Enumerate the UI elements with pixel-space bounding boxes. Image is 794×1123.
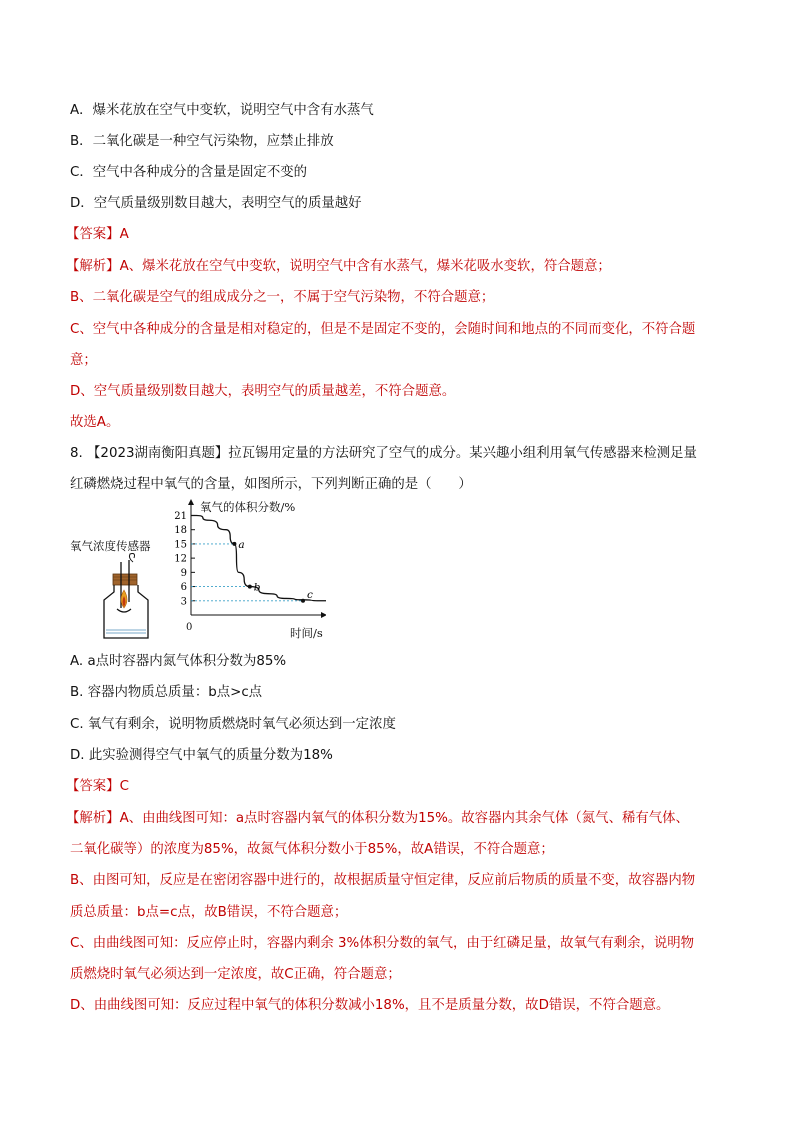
q8-option-d: D. 此实验测得空气中氧气的质量分数为18%	[70, 748, 333, 763]
q8-option-c: C. 氧气有剩余，说明物质燃烧时氧气必须达到一定浓度	[70, 717, 396, 732]
q8-analysis-line-2: 二氧化碳等）的浓度为85%，故氮气体积分数小于85%，故A错误，不符合题意；	[70, 842, 554, 857]
sensor-wire	[129, 554, 134, 563]
y-axis-arrow	[188, 499, 194, 505]
q7-analysis-line-1	[66, 258, 611, 276]
point-label-c: c	[307, 588, 313, 601]
q8-option-b: B. 容器内物质总质量：b点>c点	[70, 685, 263, 700]
q7-conclusion: 故选A。	[70, 415, 120, 430]
point-a	[232, 542, 236, 546]
y-tick-label: 12	[174, 553, 187, 565]
q7-analysis-line-2: B、二氧化碳是空气的组成成分之一，不属于空气污染物，不符合题意；	[70, 290, 495, 305]
y-tick-label: 15	[174, 539, 187, 551]
q7-option-a: A．爆米花放在空气中变软，说明空气中含有水蒸气	[70, 103, 374, 118]
q7-answer	[66, 226, 129, 244]
y-tick-label: 21	[174, 510, 187, 522]
y-tick-label: 9	[180, 567, 187, 579]
x-axis-arrow	[321, 612, 326, 618]
q7-analysis-text: A、爆米花放在空气中变软，说明空气中含有水蒸气，爆米花吸水变软，符合题意；	[119, 259, 611, 274]
q8-answer-value: C	[119, 779, 129, 794]
q7-analysis-line-3: C、空气中各种成分的含量是相对稳定的，但是不是固定不变的，会随时间和地点的不同而变化，不符合题	[70, 322, 696, 337]
point-label-b: b	[253, 581, 261, 594]
guide-lines	[191, 544, 303, 601]
q8-analysis-line-1	[66, 810, 689, 828]
q8-analysis-line-5: C、由曲线图可知：反应停止时，容器内剩余 3%体积分数的氧气，由于红磷足量，故氧气有剩余，说明物	[70, 936, 695, 951]
y-ticks	[174, 511, 195, 607]
q8-analysis-tag: 【解析】	[66, 811, 120, 826]
chart-origin-label: 0	[186, 622, 193, 633]
spoon	[117, 609, 131, 612]
q8-option-a: A. a点时容器内氮气体积分数为85%	[70, 654, 287, 669]
q7-analysis-line-5: D、空气质量级别数目越大，表明空气的质量越差，不符合题意。	[70, 384, 456, 399]
q7-option-c: C．空气中各种成分的含量是固定不变的	[70, 165, 307, 180]
q7-answer-tag: 【答案】	[66, 227, 120, 242]
y-tick-label: 6	[180, 582, 187, 594]
chart	[174, 499, 326, 640]
sensor-label: 氧气浓度传感器	[70, 539, 151, 553]
q8-answer	[66, 778, 129, 796]
q8-analysis-line-6: 质燃烧时氧气必须达到一定浓度，故C正确，符合题意；	[70, 967, 401, 982]
q8-stem-line-2: 红磷燃烧过程中氧气的含量，如图所示，下列判断正确的是（ ）	[70, 477, 472, 492]
y-tick-label: 18	[174, 525, 187, 537]
point-c	[301, 599, 305, 603]
stopper	[113, 574, 137, 585]
q8-stem-line-1	[70, 445, 697, 463]
q7-analysis-tag: 【解析】	[66, 259, 120, 274]
apparatus	[70, 539, 151, 638]
curve-points	[232, 539, 313, 603]
q7-option-d: D．空气质量级别数目越大，表明空气的质量越好	[70, 196, 362, 211]
q7-option-b: B．二氧化碳是一种空气污染物，应禁止排放	[70, 134, 334, 149]
q8-answer-tag: 【答案】	[66, 779, 120, 794]
point-label-a: a	[238, 538, 245, 551]
q8-figure	[66, 496, 326, 640]
q8-analysis-line-7: D、由曲线图可知：反应过程中氧气的体积分数减小18%，且不是质量分数，故D错误，不符合题意。	[70, 998, 670, 1013]
chart-xlabel: 时间/s	[290, 626, 323, 640]
q7-analysis-line-4: 意；	[70, 353, 97, 368]
q8-stem-text-1: 拉瓦锡用定量的方法研究了空气的成分。某兴趣小组利用氧气传感器来检测足量	[228, 446, 697, 461]
q7-answer-value: A	[119, 227, 129, 242]
y-tick-label: 3	[180, 596, 187, 608]
q8-source-tag: 【2023湖南衡阳真题】	[87, 446, 229, 461]
q8-analysis-text: A、由曲线图可知：a点时容器内氧气的体积分数为15%。故容器内其余气体（氮气、稀有气体、	[119, 811, 689, 826]
q8-analysis-line-4: 质总质量：b点=c点，故B错误，不符合题意；	[70, 905, 348, 920]
q8-number: 8.	[70, 446, 83, 461]
chart-ylabel: 氧气的体积分数/%	[200, 500, 296, 514]
q8-analysis-line-3: B、由图可知，反应是在密闭容器中进行的，故根据质量守恒定律，反应前后物质的质量不变，故容器内物	[70, 873, 696, 888]
point-b	[248, 585, 252, 589]
